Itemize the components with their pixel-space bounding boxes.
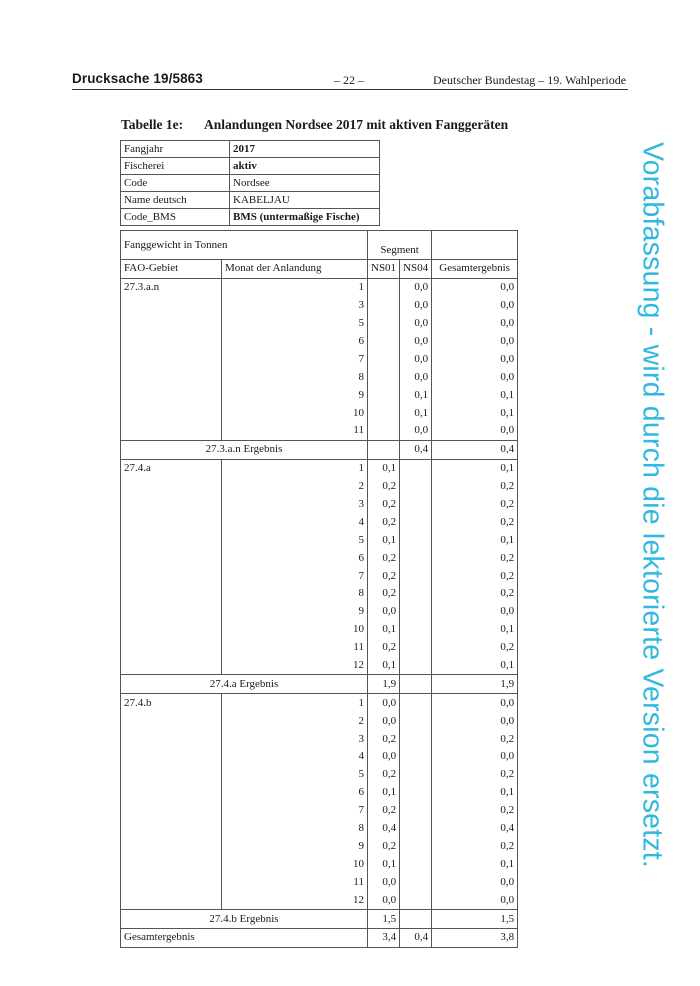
area-cell — [121, 478, 222, 496]
ns01-cell: 0,4 — [368, 820, 400, 838]
meta-key: Fischerei — [121, 158, 230, 175]
ns01-cell: 0,2 — [368, 496, 400, 514]
ns01-cell — [368, 297, 400, 315]
document-number-value: 5863 — [172, 71, 203, 86]
ns01-cell: 0,2 — [368, 585, 400, 603]
meta-row — [121, 141, 380, 158]
ns04-cell: 0,0 — [400, 278, 432, 296]
area-cell — [121, 496, 222, 514]
month-cell: 4 — [222, 748, 368, 766]
document-prefix: Drucksache 19/ — [72, 71, 173, 86]
ns04-cell — [400, 891, 432, 909]
area-cell — [121, 820, 222, 838]
ns01-cell: 0,0 — [368, 891, 400, 909]
table-row — [121, 802, 518, 820]
ns01-cell: 0,2 — [368, 549, 400, 567]
total-cell: 0,2 — [432, 513, 518, 531]
month-cell: 9 — [222, 838, 368, 856]
ns04-cell — [400, 694, 432, 712]
meta-row — [121, 158, 380, 175]
area-cell — [121, 712, 222, 730]
meta-value: Nordsee — [230, 175, 380, 192]
ns04-cell — [400, 603, 432, 621]
meta-table — [120, 140, 380, 226]
table-row — [121, 639, 518, 657]
total-cell: 0,0 — [432, 748, 518, 766]
column-header-area: FAO-Gebiet — [121, 260, 222, 279]
area-cell — [121, 422, 222, 440]
table-row — [121, 531, 518, 549]
area-cell — [121, 748, 222, 766]
meta-row — [121, 175, 380, 192]
ns01-cell: 0,2 — [368, 567, 400, 585]
summary-ns01: 1,9 — [368, 675, 400, 694]
total-cell: 0,4 — [432, 820, 518, 838]
table-title: Anlandungen Nordsee 2017 mit aktiven Fanggeräten — [204, 117, 509, 132]
ns04-cell — [400, 459, 432, 477]
total-cell: 0,2 — [432, 802, 518, 820]
column-header-total: Gesamtergebnis — [432, 260, 518, 279]
summary-ns01: 1,5 — [368, 910, 400, 929]
month-cell: 1 — [222, 694, 368, 712]
ns01-cell: 0,2 — [368, 513, 400, 531]
data-table — [120, 230, 518, 948]
ns01-cell: 0,2 — [368, 478, 400, 496]
grand-total-label: Gesamtergebnis — [121, 928, 368, 947]
table-row — [121, 297, 518, 315]
month-cell: 11 — [222, 873, 368, 891]
draft-watermark-text: Vorabfassung - wird durch die lektorierte Version ersetzt. — [636, 141, 669, 869]
table-row — [121, 730, 518, 748]
table-row — [121, 873, 518, 891]
month-cell: 2 — [222, 478, 368, 496]
ns01-cell: 0,0 — [368, 748, 400, 766]
table-row — [121, 567, 518, 585]
header-empty — [432, 231, 518, 260]
area-cell — [121, 603, 222, 621]
month-cell: 7 — [222, 567, 368, 585]
total-cell: 0,1 — [432, 784, 518, 802]
grand-total-ns01: 3,4 — [368, 928, 400, 947]
header-rule — [72, 89, 628, 90]
total-cell: 0,0 — [432, 315, 518, 333]
area-cell — [121, 297, 222, 315]
month-cell: 5 — [222, 766, 368, 784]
month-cell: 2 — [222, 712, 368, 730]
total-cell: 0,1 — [432, 855, 518, 873]
ns04-cell — [400, 657, 432, 675]
total-cell: 0,1 — [432, 404, 518, 422]
total-cell: 0,0 — [432, 350, 518, 368]
table-row — [121, 748, 518, 766]
ns04-cell — [400, 873, 432, 891]
month-cell: 12 — [222, 891, 368, 909]
ns01-cell — [368, 422, 400, 440]
total-cell: 0,0 — [432, 603, 518, 621]
ns01-cell — [368, 278, 400, 296]
table-row — [121, 838, 518, 856]
ns04-cell — [400, 802, 432, 820]
month-cell: 10 — [222, 855, 368, 873]
weight-unit-label: Fanggewicht in Tonnen — [121, 231, 368, 260]
total-cell: 0,0 — [432, 891, 518, 909]
ns01-cell — [368, 368, 400, 386]
total-cell: 0,2 — [432, 585, 518, 603]
area-cell — [121, 350, 222, 368]
table-row — [121, 712, 518, 730]
area-cell — [121, 766, 222, 784]
draft-watermark — [622, 110, 682, 900]
total-cell: 0,2 — [432, 549, 518, 567]
column-header-ns04: NS04 — [400, 260, 432, 279]
ns01-cell: 0,0 — [368, 603, 400, 621]
ns04-cell: 0,0 — [400, 333, 432, 351]
meta-key: Fangjahr — [121, 141, 230, 158]
area-cell — [121, 639, 222, 657]
area-cell — [121, 891, 222, 909]
document-number — [72, 71, 203, 86]
ns04-cell — [400, 531, 432, 549]
meta-value: 2017 — [230, 141, 380, 158]
total-cell: 0,1 — [432, 386, 518, 404]
table-row — [121, 333, 518, 351]
header-row-top — [121, 231, 518, 260]
table-row — [121, 278, 518, 296]
grand-total-ns04: 0,4 — [400, 928, 432, 947]
meta-value: aktiv — [230, 158, 380, 175]
ns01-cell: 0,1 — [368, 784, 400, 802]
table-row — [121, 404, 518, 422]
month-cell: 7 — [222, 350, 368, 368]
meta-value: BMS (untermaßige Fische) — [230, 209, 380, 226]
ns04-cell — [400, 838, 432, 856]
ns04-cell: 0,0 — [400, 422, 432, 440]
ns04-cell: 0,1 — [400, 386, 432, 404]
summary-total: 1,5 — [432, 910, 518, 929]
total-cell: 0,1 — [432, 657, 518, 675]
meta-key: Code_BMS — [121, 209, 230, 226]
month-cell: 6 — [222, 549, 368, 567]
column-header-month: Monat der Anlandung — [222, 260, 368, 279]
area-cell — [121, 567, 222, 585]
summary-row — [121, 675, 518, 694]
total-cell: 0,0 — [432, 712, 518, 730]
table-row — [121, 496, 518, 514]
ns04-cell: 0,0 — [400, 315, 432, 333]
ns04-cell — [400, 748, 432, 766]
ns01-cell: 0,2 — [368, 838, 400, 856]
ns01-cell: 0,1 — [368, 657, 400, 675]
area-cell — [121, 549, 222, 567]
ns01-cell: 0,2 — [368, 639, 400, 657]
area-cell — [121, 368, 222, 386]
table-row — [121, 694, 518, 712]
ns01-cell: 0,0 — [368, 712, 400, 730]
summary-label: 27.3.a.n Ergebnis — [121, 440, 368, 459]
area-cell — [121, 386, 222, 404]
ns01-cell — [368, 350, 400, 368]
ns04-cell: 0,1 — [400, 404, 432, 422]
column-header-ns01: NS01 — [368, 260, 400, 279]
total-cell: 0,2 — [432, 766, 518, 784]
table-row — [121, 549, 518, 567]
ns01-cell: 0,1 — [368, 621, 400, 639]
total-cell: 0,1 — [432, 621, 518, 639]
month-cell: 3 — [222, 297, 368, 315]
table-row — [121, 459, 518, 477]
table-row — [121, 766, 518, 784]
area-cell — [121, 657, 222, 675]
ns04-cell — [400, 712, 432, 730]
total-cell: 0,0 — [432, 873, 518, 891]
ns04-cell: 0,0 — [400, 297, 432, 315]
publisher: Deutscher Bundestag – 19. Wahlperiode — [433, 73, 627, 87]
meta-key: Name deutsch — [121, 192, 230, 209]
summary-row — [121, 440, 518, 459]
area-cell — [121, 802, 222, 820]
area-cell — [121, 855, 222, 873]
area-cell — [121, 404, 222, 422]
summary-row — [121, 910, 518, 929]
area-cell — [121, 784, 222, 802]
total-cell: 0,0 — [432, 422, 518, 440]
total-cell: 0,0 — [432, 297, 518, 315]
total-cell: 0,2 — [432, 730, 518, 748]
ns04-cell — [400, 766, 432, 784]
table-row — [121, 855, 518, 873]
area-cell — [121, 315, 222, 333]
ns04-cell — [400, 496, 432, 514]
summary-label: 27.4.b Ergebnis — [121, 910, 368, 929]
meta-value: KABELJAU — [230, 192, 380, 209]
segment-label: Segment — [368, 231, 432, 260]
header-row — [121, 260, 518, 279]
summary-ns04 — [400, 675, 432, 694]
area-cell — [121, 730, 222, 748]
area-cell — [121, 585, 222, 603]
grand-total-value: 3,8 — [432, 928, 518, 947]
ns04-cell — [400, 820, 432, 838]
month-cell: 1 — [222, 459, 368, 477]
ns01-cell: 0,0 — [368, 694, 400, 712]
table-row — [121, 386, 518, 404]
ns01-cell: 0,2 — [368, 730, 400, 748]
ns01-cell: 0,1 — [368, 531, 400, 549]
area-cell: 27.3.a.n — [121, 278, 222, 296]
summary-total: 1,9 — [432, 675, 518, 694]
ns04-cell — [400, 478, 432, 496]
table-row — [121, 368, 518, 386]
area-cell — [121, 873, 222, 891]
table-row — [121, 478, 518, 496]
page-number: – 22 – — [334, 73, 364, 87]
total-cell: 0,0 — [432, 368, 518, 386]
area-cell — [121, 531, 222, 549]
table-label: Tabelle 1e: — [121, 117, 184, 132]
total-cell: 0,2 — [432, 567, 518, 585]
ns04-cell — [400, 730, 432, 748]
total-cell: 0,0 — [432, 278, 518, 296]
month-cell: 1 — [222, 278, 368, 296]
ns01-cell: 0,1 — [368, 855, 400, 873]
month-cell: 5 — [222, 531, 368, 549]
ns01-cell: 0,1 — [368, 459, 400, 477]
total-cell: 0,2 — [432, 838, 518, 856]
month-cell: 10 — [222, 404, 368, 422]
month-cell: 8 — [222, 585, 368, 603]
area-cell: 27.4.b — [121, 694, 222, 712]
area-cell — [121, 621, 222, 639]
area-cell — [121, 333, 222, 351]
table-row — [121, 350, 518, 368]
month-cell: 6 — [222, 784, 368, 802]
ns01-cell: 0,2 — [368, 802, 400, 820]
ns04-cell: 0,0 — [400, 368, 432, 386]
month-cell: 8 — [222, 368, 368, 386]
meta-key: Code — [121, 175, 230, 192]
month-cell: 11 — [222, 422, 368, 440]
ns04-cell: 0,0 — [400, 350, 432, 368]
ns04-cell — [400, 784, 432, 802]
month-cell: 9 — [222, 603, 368, 621]
ns01-cell: 0,0 — [368, 873, 400, 891]
summary-ns01 — [368, 440, 400, 459]
table-row — [121, 820, 518, 838]
grand-total-row — [121, 928, 518, 947]
ns04-cell — [400, 855, 432, 873]
month-cell: 7 — [222, 802, 368, 820]
month-cell: 5 — [222, 315, 368, 333]
table-row — [121, 621, 518, 639]
ns01-cell — [368, 333, 400, 351]
meta-row — [121, 209, 380, 226]
month-cell: 10 — [222, 621, 368, 639]
month-cell: 8 — [222, 820, 368, 838]
ns04-cell — [400, 549, 432, 567]
total-cell: 0,2 — [432, 496, 518, 514]
month-cell: 11 — [222, 639, 368, 657]
month-cell: 4 — [222, 513, 368, 531]
ns01-cell: 0,2 — [368, 766, 400, 784]
month-cell: 9 — [222, 386, 368, 404]
area-cell — [121, 513, 222, 531]
ns04-cell — [400, 621, 432, 639]
total-cell: 0,0 — [432, 694, 518, 712]
ns04-cell — [400, 639, 432, 657]
month-cell: 6 — [222, 333, 368, 351]
table-row — [121, 315, 518, 333]
summary-ns04 — [400, 910, 432, 929]
summary-total: 0,4 — [432, 440, 518, 459]
area-cell — [121, 838, 222, 856]
meta-row — [121, 192, 380, 209]
ns01-cell — [368, 386, 400, 404]
month-cell: 12 — [222, 657, 368, 675]
total-cell: 0,2 — [432, 639, 518, 657]
table-row — [121, 422, 518, 440]
area-cell: 27.4.a — [121, 459, 222, 477]
total-cell: 0,2 — [432, 478, 518, 496]
table-row — [121, 891, 518, 909]
table-row — [121, 603, 518, 621]
ns01-cell — [368, 404, 400, 422]
ns04-cell — [400, 585, 432, 603]
month-cell: 3 — [222, 730, 368, 748]
summary-ns04: 0,4 — [400, 440, 432, 459]
ns01-cell — [368, 315, 400, 333]
ns04-cell — [400, 513, 432, 531]
total-cell: 0,0 — [432, 333, 518, 351]
summary-label: 27.4.a Ergebnis — [121, 675, 368, 694]
total-cell: 0,1 — [432, 459, 518, 477]
table-row — [121, 784, 518, 802]
total-cell: 0,1 — [432, 531, 518, 549]
ns04-cell — [400, 567, 432, 585]
table-row — [121, 513, 518, 531]
table-row — [121, 657, 518, 675]
month-cell: 3 — [222, 496, 368, 514]
table-row — [121, 585, 518, 603]
